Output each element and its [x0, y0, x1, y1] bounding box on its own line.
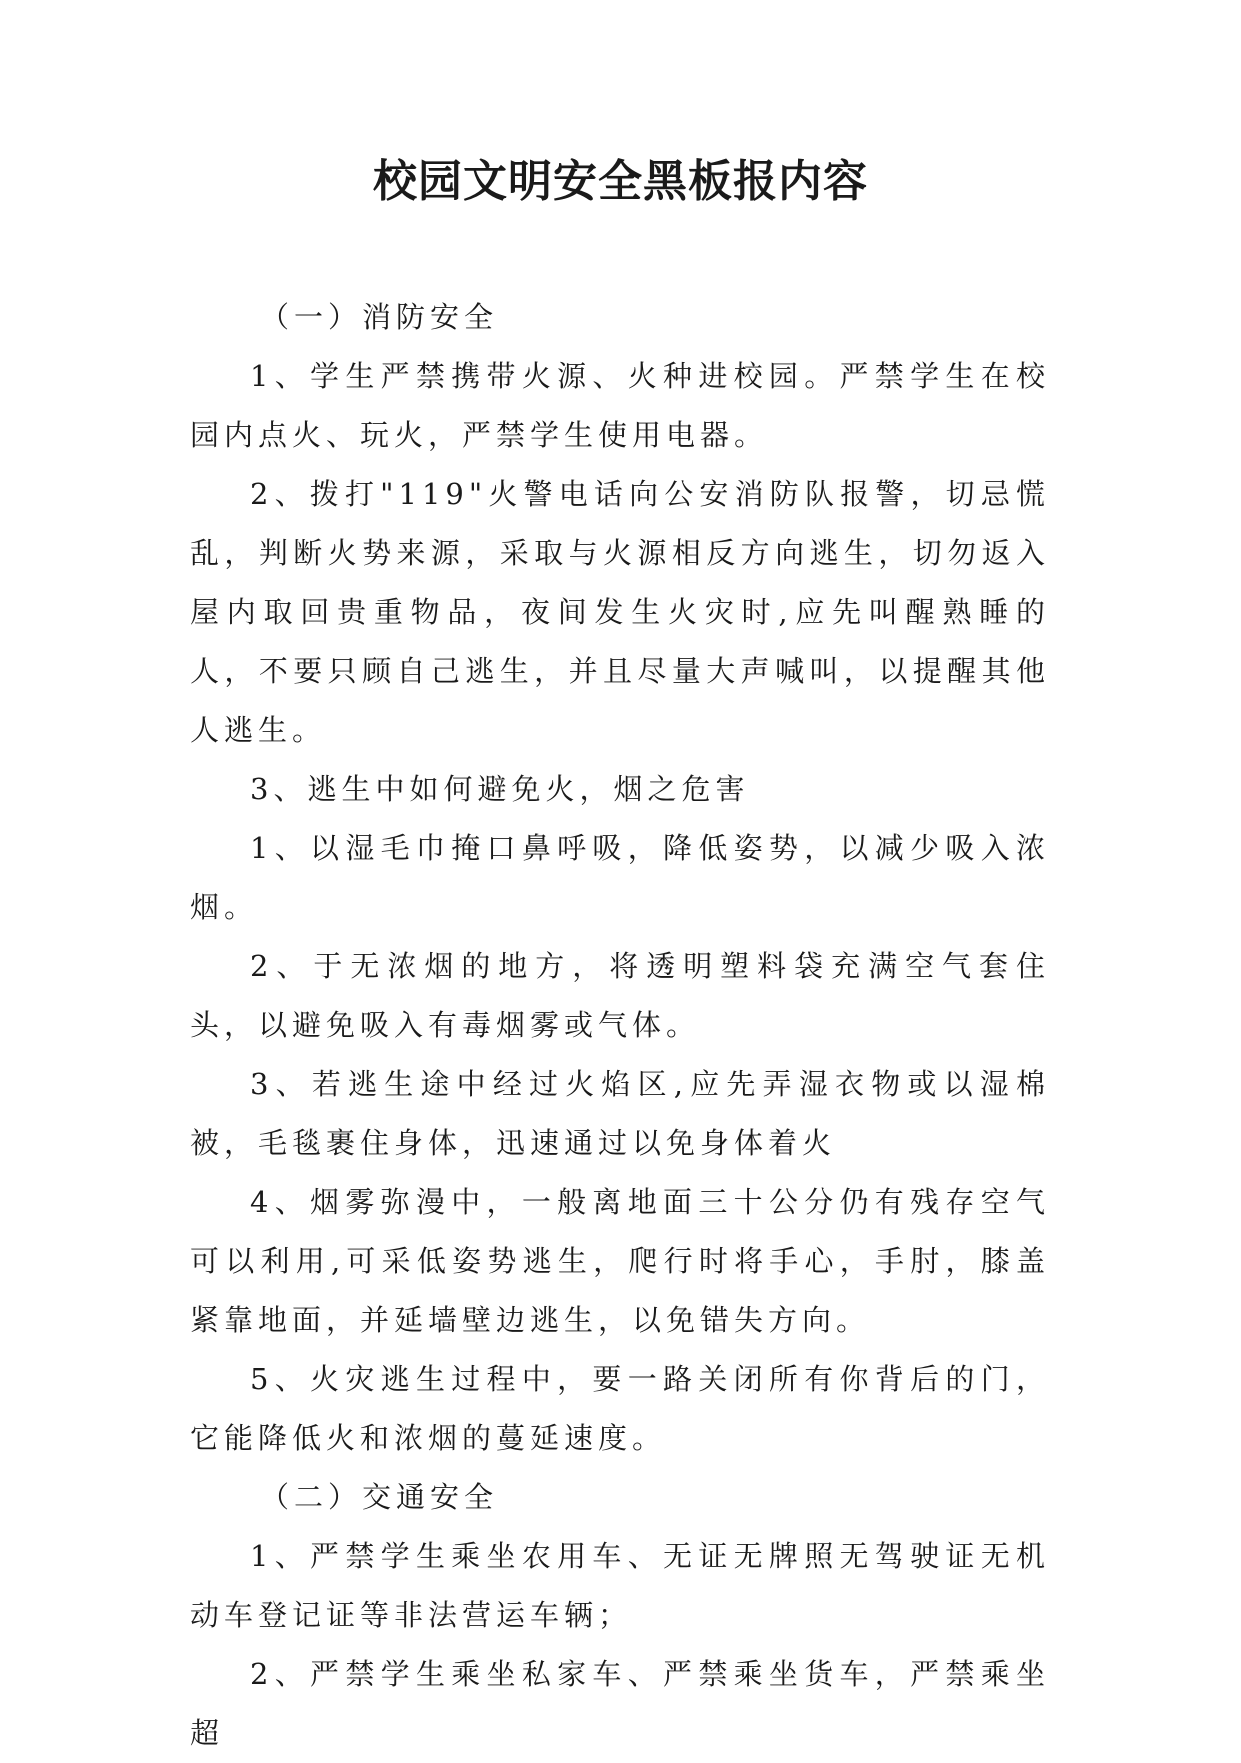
section-heading-traffic-safety: （二）交通安全 [260, 1480, 499, 1514]
paragraph: 2、严禁学生乘坐私家车、严禁乘坐货车，严禁乘坐超 [190, 1657, 1050, 1750]
section-heading-fire-safety: （一）消防安全 [260, 300, 499, 334]
paragraph: 4、烟雾弥漫中，一般离地面三十公分仍有残存空气可以利用,可采低姿势逃生，爬行时将手心，手肘，膝盖紧靠地面，并延墙壁边逃生，以免错失方向。 [190, 1185, 1050, 1337]
paragraph: 1、以湿毛巾掩口鼻呼吸，降低姿势，以减少吸入浓烟。 [190, 831, 1050, 924]
paragraph: 5、火灾逃生过程中，要一路关闭所有你背后的门，它能降低火和浓烟的蔓延速度。 [190, 1362, 1050, 1455]
paragraph: 1、学生严禁携带火源、火种进校园。严禁学生在校园内点火、玩火，严禁学生使用电器。 [190, 359, 1050, 452]
paragraph: 2、拨打"119"火警电话向公安消防队报警，切忌慌乱，判断火势来源，采取与火源相反方向逃生，切勿返入屋内取回贵重物品，夜间发生火灾时,应先叫醒熟睡的人，不要只顾自己逃生，并且尽量大声喊叫，以提醒其他人逃生。 [190, 477, 1050, 747]
paragraph: 1、严禁学生乘坐农用车、无证无牌照无驾驶证无机动车登记证等非法营运车辆； [190, 1539, 1050, 1632]
document-body [190, 288, 1050, 1763]
paragraph: 3、若逃生途中经过火焰区,应先弄湿衣物或以湿棉被，毛毯裹住身体，迅速通过以免身体着火 [190, 1067, 1050, 1160]
document-title: 校园文明安全黑板报内容 [373, 156, 868, 207]
paragraph: 3、逃生中如何避免火，烟之危害 [250, 772, 750, 806]
paragraph: 2、于无浓烟的地方，将透明塑料袋充满空气套住头，以避免吸入有毒烟雾或气体。 [190, 949, 1050, 1042]
